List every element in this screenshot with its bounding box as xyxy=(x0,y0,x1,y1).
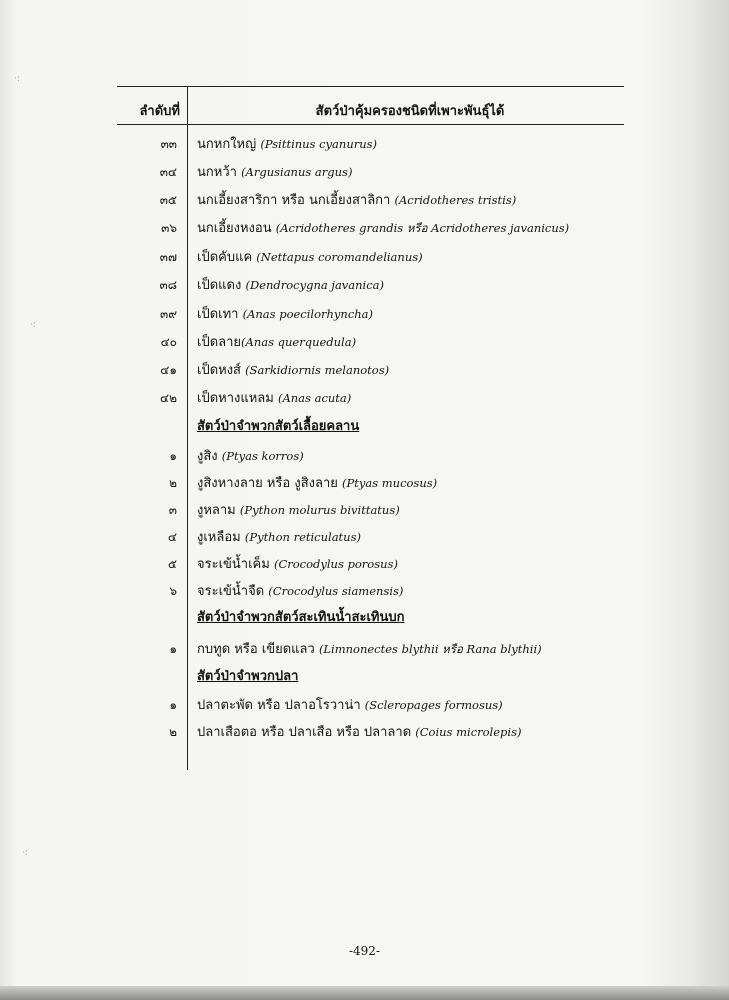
thai-name: งูสิง xyxy=(197,449,222,464)
scientific-name: (Python reticulatus) xyxy=(244,530,361,544)
row-number: ๔ xyxy=(167,530,177,544)
table-row xyxy=(117,301,624,325)
row-entry xyxy=(197,472,437,493)
page-number: -492- xyxy=(348,944,380,958)
row-number: ๓๖ xyxy=(161,221,177,235)
table-header-rule xyxy=(117,124,624,125)
row-entry xyxy=(197,133,377,154)
table-row xyxy=(117,215,624,239)
row-entry xyxy=(197,246,423,267)
section-heading-amphibians: สัตว์ป่าจำพวกสัตว์สะเทินน้ำสะเทินบก xyxy=(197,610,405,625)
thai-name: เป็ดหงส์ xyxy=(197,363,246,378)
row-entry xyxy=(197,331,356,352)
thai-name: จระเข้น้ำจืด xyxy=(197,584,269,599)
row-entry xyxy=(197,526,361,547)
row-number: ๓๕ xyxy=(159,193,177,207)
table-row xyxy=(117,443,624,467)
scientific-name: (Sarkidiornis melanotos) xyxy=(245,363,390,377)
scan-speck: ·: xyxy=(30,320,36,330)
table-row xyxy=(117,524,624,548)
row-entry xyxy=(197,580,403,601)
row-number: ๒ xyxy=(169,476,177,490)
thai-name: ปลาเสือตอ หรือ ปลาเสือ หรือ ปลาลาด xyxy=(197,725,416,740)
scientific-name: (Anas acuta) xyxy=(277,391,352,405)
row-entry xyxy=(197,694,503,715)
row-number: ๓๙ xyxy=(160,307,177,321)
thai-name: จระเข้น้ำเค็ม xyxy=(197,557,274,572)
row-number: ๑ xyxy=(169,449,177,463)
row-entry xyxy=(197,274,384,295)
row-number: ๒ xyxy=(169,725,177,739)
row-entry xyxy=(197,445,304,466)
thai-name: เป็ดหางแหลม xyxy=(197,391,278,406)
row-entry xyxy=(197,387,351,408)
thai-name: เป็ดเทา xyxy=(197,307,243,322)
table-row xyxy=(117,719,624,743)
row-entry xyxy=(197,638,542,659)
row-number: ๓๗ xyxy=(159,250,177,264)
scientific-name: (Acridotheres tristis) xyxy=(394,193,517,207)
table-row xyxy=(117,159,624,183)
row-entry xyxy=(197,553,398,574)
thai-name: นกเอี้ยงหงอน xyxy=(197,221,276,236)
row-entry xyxy=(197,499,400,520)
row-number: ๕ xyxy=(167,557,177,571)
thai-name: งูสิงหางลาย หรือ งูสิงลาย xyxy=(197,476,342,491)
row-number: ๔๑ xyxy=(160,363,177,377)
scientific-name: (Limnonectes blythii หรือ Rana blythii) xyxy=(318,642,542,656)
table-row xyxy=(117,636,624,660)
scientific-name: (Ptyas korros) xyxy=(221,449,304,463)
scientific-name: (Crocodylus porosus) xyxy=(273,557,398,571)
row-number: ๑ xyxy=(169,642,177,656)
row-number: ๖ xyxy=(169,584,177,598)
thai-name: งูหลาม xyxy=(197,503,240,518)
row-number: ๑ xyxy=(169,698,177,712)
scientific-name: (Anas poecilorhyncha) xyxy=(242,307,374,321)
table-row xyxy=(117,692,624,716)
scan-speck: ·: xyxy=(14,74,20,84)
scientific-name: (Dendrocygna javanica) xyxy=(245,278,385,292)
thai-name: นกหกใหญ่ xyxy=(197,137,261,152)
thai-name: เป็ดคับแค xyxy=(197,250,257,265)
header-title: สัตว์ป่าคุ้มครองชนิดที่เพาะพันธุ์ได้ xyxy=(315,104,505,119)
scan-speck: ·: xyxy=(22,848,28,858)
scientific-name: (Crocodylus siamensis) xyxy=(268,584,404,598)
row-number: ๓๓ xyxy=(160,137,177,151)
page-bottom-edge xyxy=(0,986,729,1000)
row-number: ๔๒ xyxy=(160,391,177,405)
thai-name: นกเอี้ยงสาริกา หรือ นกเอี้ยงสาลิกา xyxy=(197,193,395,208)
scientific-name: (Anas querquedula) xyxy=(241,335,357,349)
table-row xyxy=(117,470,624,494)
section-heading-reptiles: สัตว์ป่าจำพวกสัตว์เลื้อยคลาน xyxy=(197,419,360,434)
header-sequence: ลำดับที่ xyxy=(139,104,180,119)
scientific-name: (Python molurus bivittatus) xyxy=(239,503,400,517)
table-row xyxy=(117,272,624,296)
row-number: ๓๔ xyxy=(159,165,177,179)
scientific-name: (Coius microlepis) xyxy=(415,725,522,739)
table-row xyxy=(117,497,624,521)
row-entry xyxy=(197,721,521,742)
thai-name: งูเหลือม xyxy=(197,530,245,545)
scientific-name: (Nettapus coromandelianus) xyxy=(256,250,423,264)
table-row xyxy=(117,357,624,381)
row-number: ๓ xyxy=(168,503,177,517)
table-row xyxy=(117,385,624,409)
table-row xyxy=(117,551,624,575)
scientific-name: (Acridotheres grandis หรือ Acridotheres javanicus) xyxy=(275,221,570,235)
scientific-name: (Scleropages formosus) xyxy=(364,698,503,712)
table-row xyxy=(117,329,624,353)
scientific-name: (Argusianus argus) xyxy=(241,165,353,179)
row-number: ๔๐ xyxy=(160,335,177,349)
table-row xyxy=(117,131,624,155)
scientific-name: (Ptyas mucosus) xyxy=(342,476,438,490)
thai-name: นกหว้า xyxy=(197,165,242,180)
row-entry xyxy=(197,161,352,182)
thai-name: กบทูด หรือ เขียดแลว xyxy=(197,642,319,657)
row-number: ๓๘ xyxy=(159,278,177,292)
section-heading-fish: สัตว์ป่าจำพวกปลา xyxy=(197,669,299,684)
thai-name: เป็ดแดง xyxy=(197,278,246,293)
table-row xyxy=(117,187,624,211)
table-top-rule xyxy=(117,86,624,87)
row-entry xyxy=(197,303,373,324)
thai-name: ปลาตะพัด หรือ ปลาอโรวาน่า xyxy=(197,698,365,713)
scientific-name: (Psittinus cyanurus) xyxy=(260,137,378,151)
thai-name: เป็ดลาย xyxy=(197,335,242,350)
row-entry xyxy=(197,359,389,380)
table-row xyxy=(117,578,624,602)
table-row xyxy=(117,244,624,268)
row-entry xyxy=(197,189,516,210)
row-entry xyxy=(197,217,569,238)
